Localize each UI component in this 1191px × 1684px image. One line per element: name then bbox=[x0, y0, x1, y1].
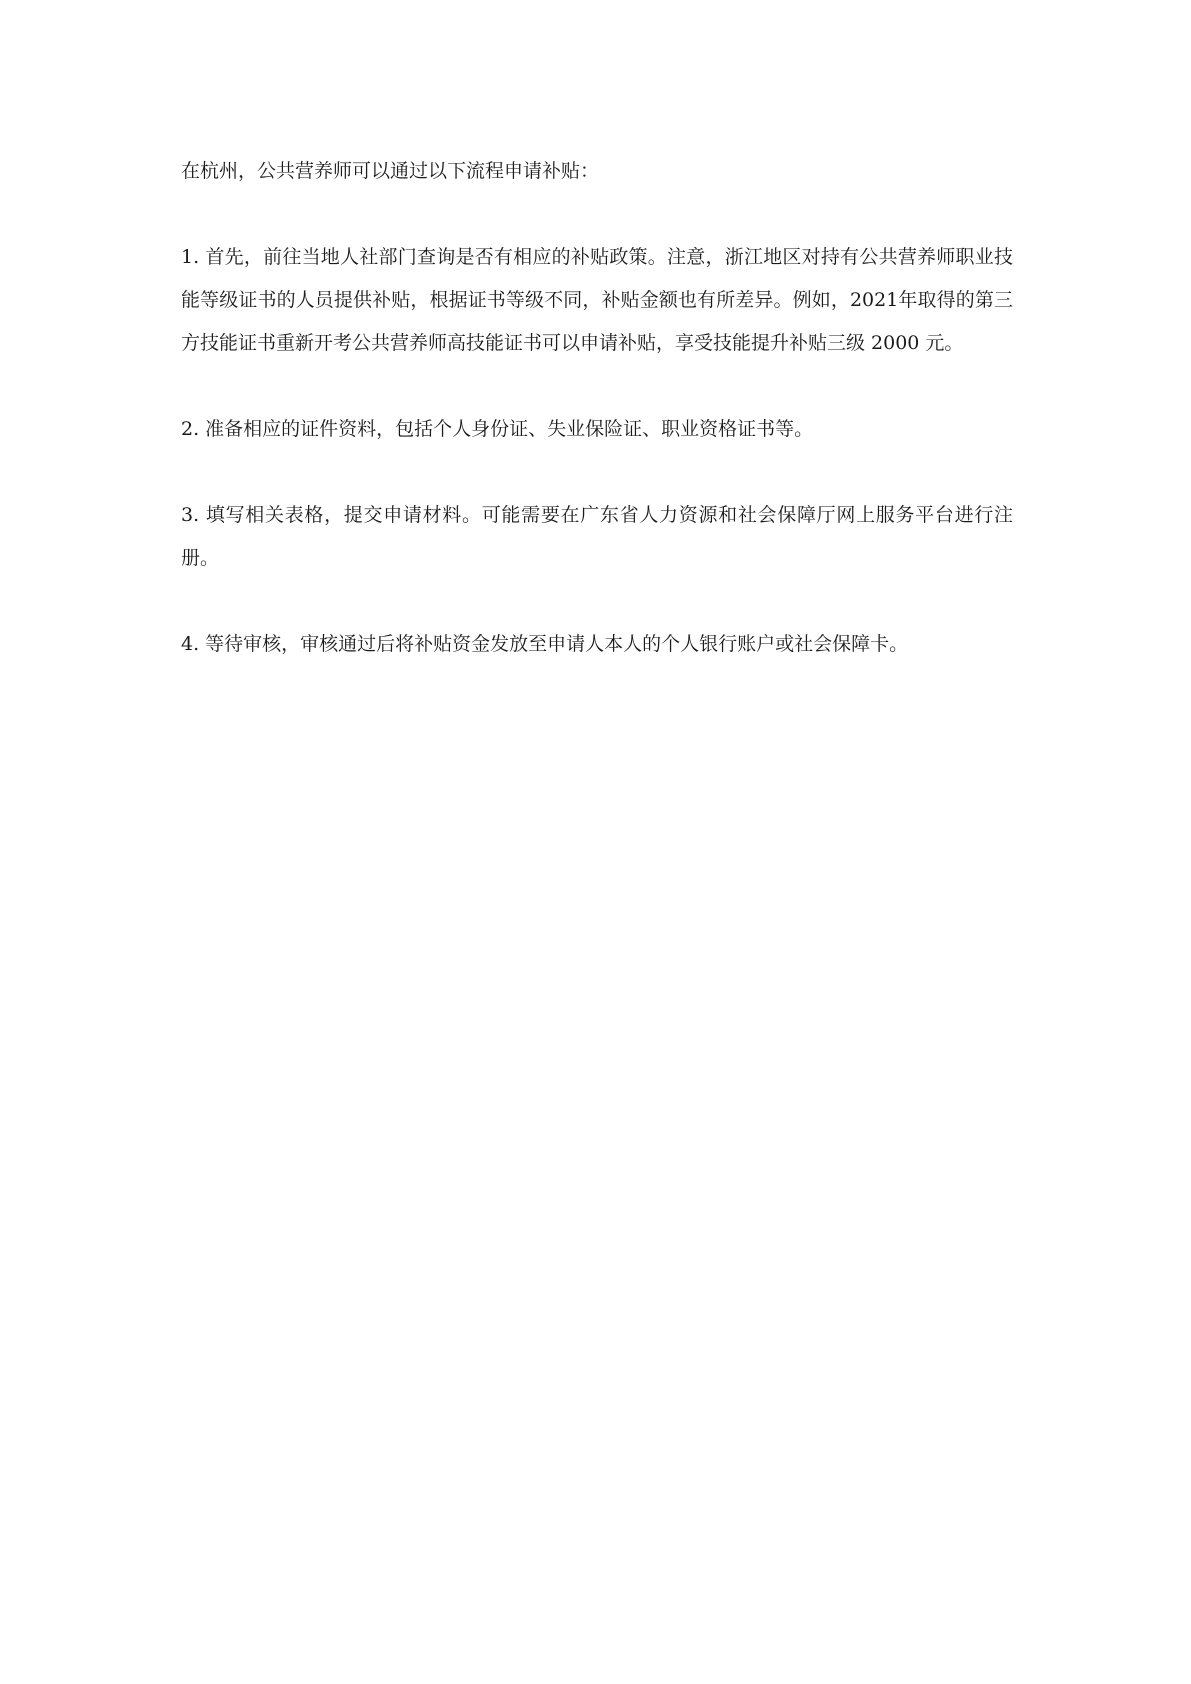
step-2-paragraph: 2. 准备相应的证件资料，包括个人身份证、失业保险证、职业资格证书等。 bbox=[181, 418, 814, 440]
intro-paragraph: 在杭州，公共营养师可以通过以下流程申请补贴： bbox=[181, 160, 600, 182]
step-1-paragraph: 1. 首先，前往当地人社部门查询是否有相应的补贴政策。注意，浙江地区对持有公共营养师职业技能等级证书的人员提供补贴，根据证书等级不同，补贴金额也有所差异。例如，2021年取得的第三方技能证书重新开考公共营养师高技能证书可以申请补贴，享受技能提升补贴三级 2000 元。 bbox=[181, 246, 1013, 354]
step-3-paragraph: 3. 填写相关表格，提交申请材料。可能需要在广东省人力资源和社会保障厅网上服务平台进行注册。 bbox=[181, 504, 1013, 569]
document-body bbox=[181, 150, 1013, 709]
step-4-paragraph: 4. 等待审核，审核通过后将补贴资金发放至申请人本人的个人银行账户或社会保障卡。 bbox=[181, 633, 909, 655]
